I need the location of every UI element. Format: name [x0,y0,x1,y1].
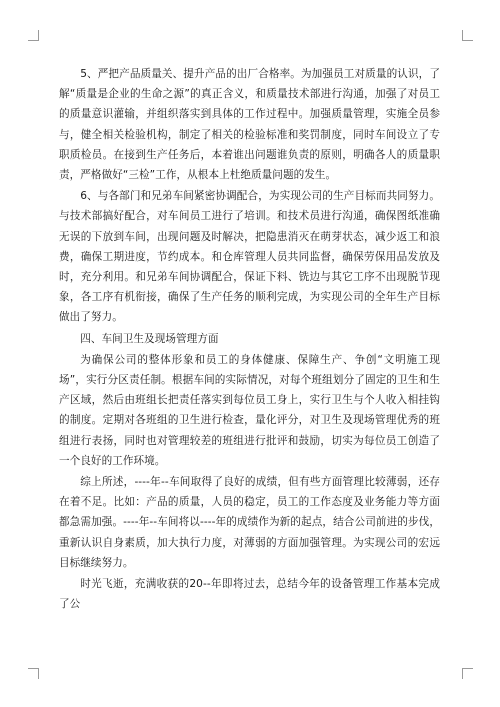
paragraph-closing: 时光飞逝，充满收获的20--年即将过去，总结今年的设备管理工作基本完成了公 [59,578,440,611]
crop-mark-bottom-left [28,668,39,679]
paragraph-hygiene-management: 为确保公司的整体形象和员工的身体健康、保障生产、争创“文明施工现场”，实行分区责任制。根据车间的实际情况，对每个班组划分了固定的卫生和生产区域，然后由班组长把责任落实到每位员工身上，实行卫生与个人收入相挂钩的制度。定期对各班组的卫生进行检查，量化评分，对卫生及现场管理优秀的班组进行表扬，同时也对管理较差的班组进行批评和鼓励，切实为每位员工创造了一个良好的工作环境。 [59,353,440,467]
section-heading-workshop-hygiene: 四、车间卫生及现场管理方面 [80,332,219,345]
crop-mark-top-left [28,30,39,41]
paragraph-department-coordination: 6、与各部门和兄弟车间紧密协调配合，为实现公司的生产目标而共同努力。与技术部搞好配合，对车间员工进行了培训。和技术员进行沟通，确保图纸准确无误的下放到车间，出现问题及时解决，把隐患消灭在萌芽状态，减少返工和浪费，确保工期进度，节约成本。和仓库管理人员共同监督，确保劳保用品发放及时，充分利用。和兄弟车间协调配合，保证下料、铣边与其它工序不出现脱节现象，各工序有机衔接，确保了生产任务的顺利完成，为实现公司的全年生产目标做出了努力。 [59,190,440,324]
paragraph-summary: 综上所述，----年--车间取得了良好的成绩，但有些方面管理比较薄弱，还存在着不足。比如：产品的质量，人员的稳定，员工的工作态度及业务能力等方面都急需加强。----年--车间将以----年的成绩作为新的起点，结合公司前进的步伐，重新认识自身素质，加大执行力度，对薄弱的方面加强管理。为实现公司的宏远目标继续努力。 [59,476,440,569]
crop-mark-top-right [462,30,473,41]
document-body [59,64,440,614]
crop-mark-bottom-right [462,668,473,679]
paragraph-quality-control: 5、严把产品质量关、提升产品的出厂合格率。为加强员工对质量的认识，了解“质量是企业的生命之源”的真正含义，和质量技术部进行沟通，加强了对员工的质量意识灌输，并组织落实到具体的工作过程中。加强质量管理，实施全员参与，健全相关检验机构，制定了相关的检验标准和奖罚制度，同时车间设立了专职质检员。在接到生产任务后，本着谁出问题谁负责的原则，明确各人的质量职责，严格做好“三检”工作，从根本上杜绝质量问题的发生。 [59,68,440,182]
